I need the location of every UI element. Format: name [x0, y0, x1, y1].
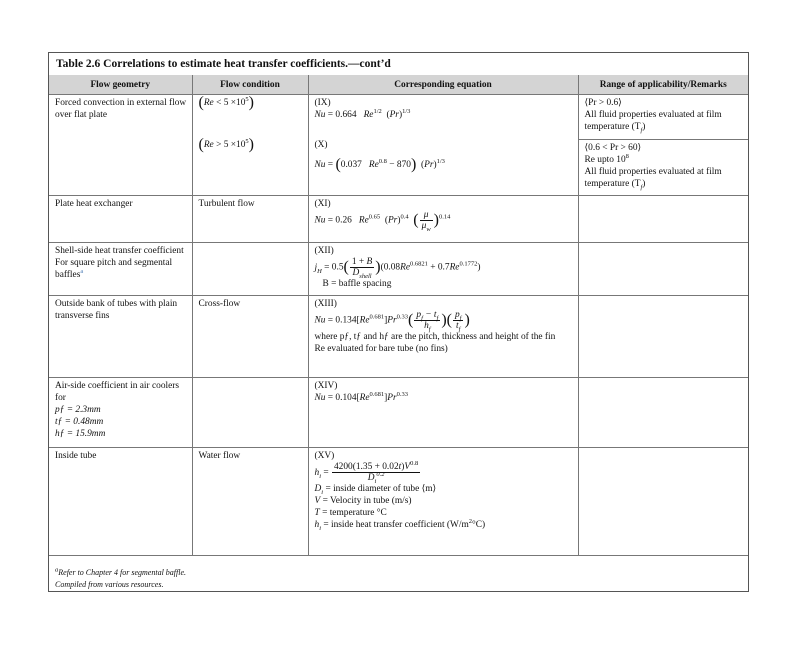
cell-condition: Cross-flow	[192, 296, 308, 378]
cell-geometry	[49, 243, 192, 296]
cell-geometry: Inside tube	[49, 448, 192, 556]
note-bare: Re evaluated for bare tube (no fins)	[314, 344, 448, 354]
cell-equation: (XIII) $Nu = 0.134[Re^{0.681}]Pr^{0.33}$( $\frac{p_f - t_f}{h_f}$ )( $\frac{p_f}{t_f}$ ) where pƒ, tƒ and hƒ are the pitch, thickness and height of the fin Re evaluated for bare tube (no fins)	[308, 296, 578, 378]
footnote-a-text: Refer to Chapter 4 for segmental baffle.	[58, 568, 187, 577]
tf-value: tƒ = 0.48mm	[55, 417, 104, 427]
cell-condition: $(Re < 5 \times 10^5)$ $(Re > 5 \times 10^5)$	[192, 95, 308, 196]
note-hi-unit: °C)	[472, 520, 486, 530]
cell-equation: (XIV) $Nu = 0.104[Re^{0.681}]Pr^{0.33}$	[308, 378, 578, 448]
remark-ix: All fluid properties evaluated at film temperature (T	[584, 110, 722, 132]
cell-geometry: Plate heat exchanger	[49, 196, 192, 243]
note-hi: = inside heat transfer coefficient (W/m	[323, 520, 469, 530]
cell-geometry: Forced convection in external flow over flat plate	[49, 95, 192, 196]
re-limit: Re upto 10	[584, 155, 626, 165]
range-x: ⟨0.6 < Pr > 60⟩	[584, 143, 642, 153]
note-fin: where pƒ, tƒ and hƒ are the pitch, thickness and height of the fin	[314, 332, 556, 342]
eq-label-x: (X)	[314, 140, 328, 150]
note-v: = Velocity in tube (m/s)	[322, 496, 412, 506]
footnote-compiled: Compiled from various resources.	[55, 580, 164, 589]
header-equation: Corresponding equation	[308, 75, 578, 95]
cell-range	[578, 296, 748, 378]
eq-label-xii: (XII)	[314, 246, 334, 256]
cell-equation: (XII) $j_H = 0.5$( $\frac{1 + B}{D_{shell}}$ )$(0.08Re^{0.6821} + 0.7Re^{0.1772})$ B = baffle spacing	[308, 243, 578, 296]
note-t: = temperature °C	[322, 508, 387, 518]
table-row	[49, 296, 748, 378]
remark-x: All fluid properties evaluated at film temperature (T	[584, 167, 722, 189]
header-flow-geometry: Flow geometry	[49, 75, 192, 95]
table-row	[49, 95, 748, 196]
footnote-a-mark: a	[55, 566, 59, 574]
table-caption: Table 2.6 Correlations to estimate heat transfer coefficients.—cont’d	[56, 58, 391, 70]
eq-label-ix: (IX)	[314, 98, 331, 108]
cell-range	[578, 243, 748, 296]
cell-equation: (XI) Nu = 0.26 $Re^{0.65}$ $(Pr)^{0.4}$ ( $\frac{\mu}{\mu_w}$ )$^{0.14}$	[308, 196, 578, 243]
cell-geometry: Outside bank of tubes with plain transverse fins	[49, 296, 192, 378]
pf-value: pƒ = 2.3mm	[55, 405, 101, 415]
header-range: Range of applicability/Remarks	[578, 75, 748, 95]
cell-condition	[192, 378, 308, 448]
cell-condition: Water flow	[192, 448, 308, 556]
cell-geometry	[49, 378, 192, 448]
table-row	[49, 243, 748, 296]
eq-label-xiii: (XIII)	[314, 299, 337, 309]
header-row	[49, 75, 748, 95]
eq-label-xi: (XI)	[314, 199, 331, 209]
cell-condition	[192, 243, 308, 296]
geometry-air: Air-side coefficient in air coolers for	[55, 381, 180, 403]
table-row	[49, 448, 748, 556]
cell-range	[578, 448, 748, 556]
cell-equation: (IX) Nu = 0.664 $Re^{1/2}$ $(Pr)^{1/3}$ (X) Nu = (0.037 $Re^{0.8} - 870$) $(Pr)^{1/3}$	[308, 95, 578, 196]
eq-label-xv: (XV)	[314, 451, 335, 461]
re-limit-exp: 8	[625, 152, 629, 160]
header-flow-condition: Flow condition	[192, 75, 308, 95]
cell-equation: (XV) $h_i$ = $\frac{4200(1.35 + 0.02t)V^{0.8}}{D_i^{0.2}}$ $D_i$ = inside diameter of tube ⟨m⟩ V = Velocity in tube (m/s) T = temperature °C $h_i$ = inside heat transfer coefficient $(W/m^2^\circ C)$	[308, 448, 578, 556]
geometry-shell-2: For square pitch and segmental baffles	[55, 258, 173, 280]
eq-label-xiv: (XIV)	[314, 381, 338, 391]
cell-condition: Turbulent flow	[192, 196, 308, 243]
table-frame	[48, 52, 749, 592]
cell-range: ⟨Pr > 0.6⟩ All fluid properties evaluated at film temperature $(T_f)$ ⟨0.6 < Pr > 60⟩ Re upto $10^8$ All fluid properties evaluated at film temperature $(T_f)$	[578, 95, 748, 196]
footnote-mark: a	[80, 267, 84, 275]
correlation-table	[49, 75, 748, 556]
table-row	[49, 378, 748, 448]
table-row	[49, 196, 748, 243]
footnote-a	[55, 568, 186, 577]
note-baffle: B = baffle spacing	[322, 279, 392, 289]
range-ix: ⟨Pr > 0.6⟩	[584, 98, 622, 108]
cell-range	[578, 196, 748, 243]
hf-value: hƒ = 15.9mm	[55, 429, 106, 439]
cell-range	[578, 378, 748, 448]
note-di: = inside diameter of tube ⟨m⟩	[325, 484, 437, 494]
geometry-shell: Shell-side heat transfer coefficient	[55, 246, 184, 256]
